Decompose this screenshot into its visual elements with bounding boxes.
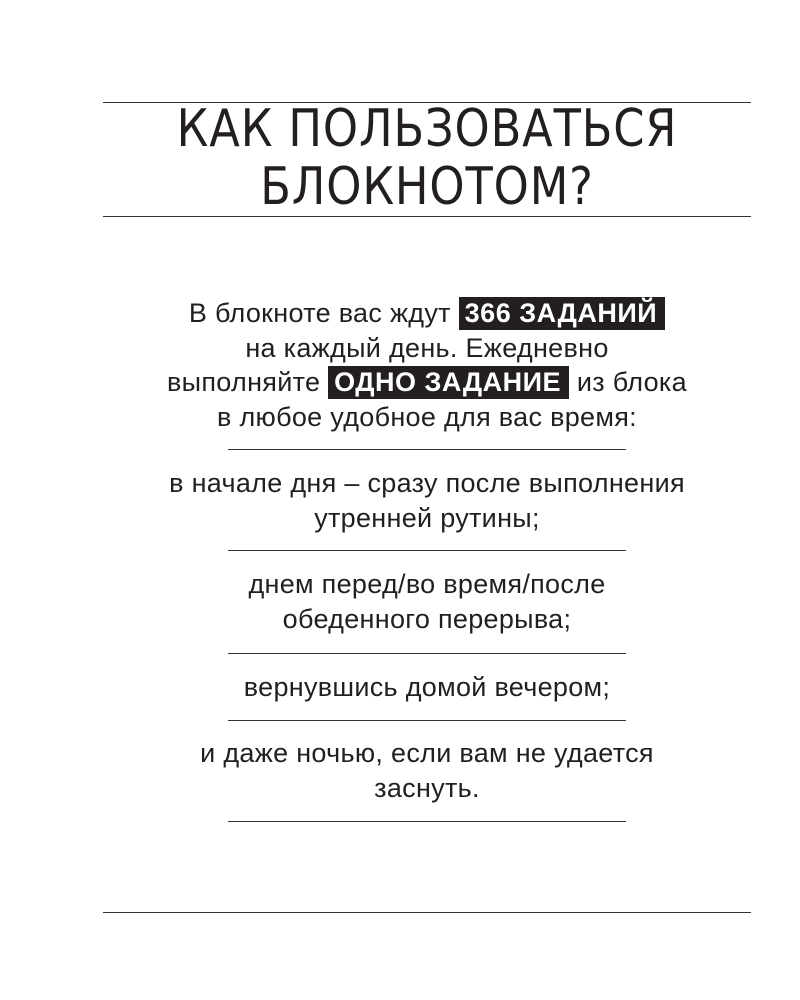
one-task-highlight: ОДНО ЗАДАНИЕ bbox=[328, 366, 569, 399]
intro-line-3-end: из блока bbox=[576, 367, 687, 397]
intro-paragraph bbox=[60, 296, 794, 434]
bottom-rule bbox=[103, 912, 751, 913]
page-title-line-2: БЛОКНОТОМ? bbox=[260, 157, 594, 217]
intro-line-3-start: выполняйте bbox=[167, 367, 321, 397]
divider-2 bbox=[228, 550, 626, 551]
divider-1 bbox=[228, 449, 626, 450]
option-lunch bbox=[60, 567, 794, 636]
option-lunch-line-1: днем перед/во время/после bbox=[248, 569, 606, 599]
option-morning-line-1: в начале дня – сразу после выполнения bbox=[169, 468, 685, 498]
option-lunch-line-2: обеденного перерыва; bbox=[282, 603, 572, 634]
divider-3 bbox=[228, 653, 626, 654]
page-title-line-1: КАК ПОЛЬЗОВАТЬСЯ bbox=[176, 99, 678, 159]
option-evening-line-1: вернувшись домой вечером; bbox=[243, 672, 611, 702]
title-bottom-rule bbox=[103, 216, 751, 217]
divider-4 bbox=[228, 720, 626, 721]
option-night-line-2: заснуть. bbox=[374, 772, 480, 803]
intro-line-1: В блокноте вас ждут bbox=[188, 298, 451, 328]
intro-line-2: на каждый день. Ежедневно bbox=[245, 332, 609, 363]
option-morning bbox=[60, 466, 794, 535]
option-evening bbox=[60, 670, 794, 705]
option-morning-line-2: утренней рутины; bbox=[314, 502, 540, 533]
intro-line-4: в любое удобное для вас время: bbox=[217, 401, 637, 432]
page-title bbox=[111, 100, 742, 216]
tasks-count-highlight: 366 ЗАДАНИЙ bbox=[459, 297, 666, 330]
divider-5 bbox=[228, 821, 626, 822]
option-night bbox=[60, 736, 794, 805]
option-night-line-1: и даже ночью, если вам не удается bbox=[200, 738, 654, 768]
